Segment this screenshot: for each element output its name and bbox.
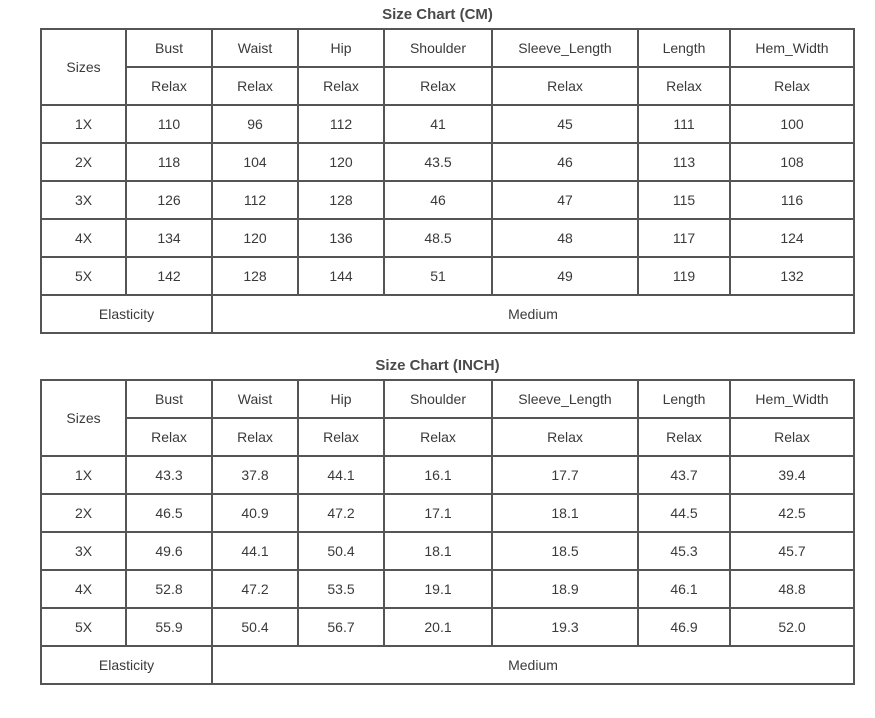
size-cell: 2X — [41, 494, 126, 532]
value-cell: 142 — [126, 257, 212, 295]
value-cell: 45.3 — [638, 532, 730, 570]
table-row — [41, 570, 854, 608]
value-cell: 18.5 — [492, 532, 638, 570]
elasticity-label-cell: Elasticity — [41, 295, 212, 333]
size-cell: 3X — [41, 181, 126, 219]
column-header-cell: Hem_Width — [730, 29, 854, 67]
elasticity-row — [41, 295, 854, 333]
value-cell: 128 — [212, 257, 298, 295]
value-cell: 104 — [212, 143, 298, 181]
value-cell: 108 — [730, 143, 854, 181]
value-cell: 118 — [126, 143, 212, 181]
size-cell: 5X — [41, 257, 126, 295]
value-cell: 47 — [492, 181, 638, 219]
column-header-cell: Hip — [298, 29, 384, 67]
cm-size-table — [40, 28, 855, 334]
elasticity-value-cell: Medium — [212, 295, 854, 333]
elasticity-row — [41, 646, 854, 684]
value-cell: 19.1 — [384, 570, 492, 608]
table-row — [41, 494, 854, 532]
table-row — [41, 608, 854, 646]
value-cell: 48 — [492, 219, 638, 257]
value-cell: 43.7 — [638, 456, 730, 494]
table-row — [41, 532, 854, 570]
value-cell: 46.5 — [126, 494, 212, 532]
value-cell: 19.3 — [492, 608, 638, 646]
sizes-header-cell: Sizes — [41, 29, 126, 105]
value-cell: 48.5 — [384, 219, 492, 257]
value-cell: 17.1 — [384, 494, 492, 532]
table-row — [41, 143, 854, 181]
inch-size-table — [40, 379, 855, 685]
value-cell: 47.2 — [298, 494, 384, 532]
column-header-cell: Hem_Width — [730, 380, 854, 418]
fit-row — [41, 418, 854, 456]
column-header-cell: Bust — [126, 29, 212, 67]
column-header-cell: Length — [638, 380, 730, 418]
size-cell: 1X — [41, 105, 126, 143]
size-cell: 5X — [41, 608, 126, 646]
value-cell: 51 — [384, 257, 492, 295]
column-header-cell: Shoulder — [384, 380, 492, 418]
value-cell: 115 — [638, 181, 730, 219]
value-cell: 16.1 — [384, 456, 492, 494]
fit-type-cell: Relax — [730, 67, 854, 105]
value-cell: 113 — [638, 143, 730, 181]
fit-type-cell: Relax — [126, 67, 212, 105]
column-header-cell: Shoulder — [384, 29, 492, 67]
value-cell: 124 — [730, 219, 854, 257]
value-cell: 134 — [126, 219, 212, 257]
value-cell: 44.1 — [298, 456, 384, 494]
value-cell: 44.5 — [638, 494, 730, 532]
value-cell: 56.7 — [298, 608, 384, 646]
table-row — [41, 181, 854, 219]
value-cell: 40.9 — [212, 494, 298, 532]
elasticity-value-cell: Medium — [212, 646, 854, 684]
value-cell: 120 — [212, 219, 298, 257]
size-cell: 1X — [41, 456, 126, 494]
size-cell: 3X — [41, 532, 126, 570]
value-cell: 45.7 — [730, 532, 854, 570]
value-cell: 18.1 — [384, 532, 492, 570]
inch-chart-title: Size Chart (INCH) — [375, 357, 500, 374]
value-cell: 20.1 — [384, 608, 492, 646]
header-row — [41, 29, 854, 67]
fit-type-cell: Relax — [730, 418, 854, 456]
fit-row — [41, 67, 854, 105]
value-cell: 126 — [126, 181, 212, 219]
value-cell: 39.4 — [730, 456, 854, 494]
value-cell: 44.1 — [212, 532, 298, 570]
value-cell: 49 — [492, 257, 638, 295]
value-cell: 42.5 — [730, 494, 854, 532]
table-row — [41, 456, 854, 494]
fit-type-cell: Relax — [298, 418, 384, 456]
value-cell: 119 — [638, 257, 730, 295]
fit-type-cell: Relax — [638, 418, 730, 456]
value-cell: 136 — [298, 219, 384, 257]
size-cell: 4X — [41, 570, 126, 608]
value-cell: 53.5 — [298, 570, 384, 608]
value-cell: 55.9 — [126, 608, 212, 646]
sizes-header-cell: Sizes — [41, 380, 126, 456]
fit-type-cell: Relax — [212, 67, 298, 105]
column-header-cell: Sleeve_Length — [492, 29, 638, 67]
value-cell: 112 — [298, 105, 384, 143]
fit-type-cell: Relax — [492, 67, 638, 105]
fit-type-cell: Relax — [384, 67, 492, 105]
value-cell: 18.9 — [492, 570, 638, 608]
value-cell: 46.1 — [638, 570, 730, 608]
value-cell: 110 — [126, 105, 212, 143]
value-cell: 144 — [298, 257, 384, 295]
value-cell: 47.2 — [212, 570, 298, 608]
size-cell: 4X — [41, 219, 126, 257]
fit-type-cell: Relax — [492, 418, 638, 456]
value-cell: 132 — [730, 257, 854, 295]
value-cell: 48.8 — [730, 570, 854, 608]
value-cell: 128 — [298, 181, 384, 219]
column-header-cell: Sleeve_Length — [492, 380, 638, 418]
value-cell: 37.8 — [212, 456, 298, 494]
fit-type-cell: Relax — [298, 67, 384, 105]
table-row — [41, 257, 854, 295]
fit-type-cell: Relax — [212, 418, 298, 456]
column-header-cell: Waist — [212, 29, 298, 67]
value-cell: 52.0 — [730, 608, 854, 646]
value-cell: 17.7 — [492, 456, 638, 494]
size-cell: 2X — [41, 143, 126, 181]
value-cell: 120 — [298, 143, 384, 181]
column-header-cell: Bust — [126, 380, 212, 418]
elasticity-label-cell: Elasticity — [41, 646, 212, 684]
column-header-cell: Waist — [212, 380, 298, 418]
table-row — [41, 219, 854, 257]
fit-type-cell: Relax — [126, 418, 212, 456]
value-cell: 46 — [384, 181, 492, 219]
value-cell: 50.4 — [212, 608, 298, 646]
cm-chart-title: Size Chart (CM) — [382, 6, 493, 23]
table-row — [41, 105, 854, 143]
value-cell: 111 — [638, 105, 730, 143]
fit-type-cell: Relax — [384, 418, 492, 456]
value-cell: 45 — [492, 105, 638, 143]
value-cell: 18.1 — [492, 494, 638, 532]
fit-type-cell: Relax — [638, 67, 730, 105]
value-cell: 50.4 — [298, 532, 384, 570]
value-cell: 116 — [730, 181, 854, 219]
value-cell: 100 — [730, 105, 854, 143]
value-cell: 52.8 — [126, 570, 212, 608]
value-cell: 43.5 — [384, 143, 492, 181]
value-cell: 41 — [384, 105, 492, 143]
value-cell: 43.3 — [126, 456, 212, 494]
value-cell: 46 — [492, 143, 638, 181]
value-cell: 46.9 — [638, 608, 730, 646]
column-header-cell: Hip — [298, 380, 384, 418]
value-cell: 49.6 — [126, 532, 212, 570]
column-header-cell: Length — [638, 29, 730, 67]
value-cell: 117 — [638, 219, 730, 257]
header-row — [41, 380, 854, 418]
value-cell: 112 — [212, 181, 298, 219]
value-cell: 96 — [212, 105, 298, 143]
